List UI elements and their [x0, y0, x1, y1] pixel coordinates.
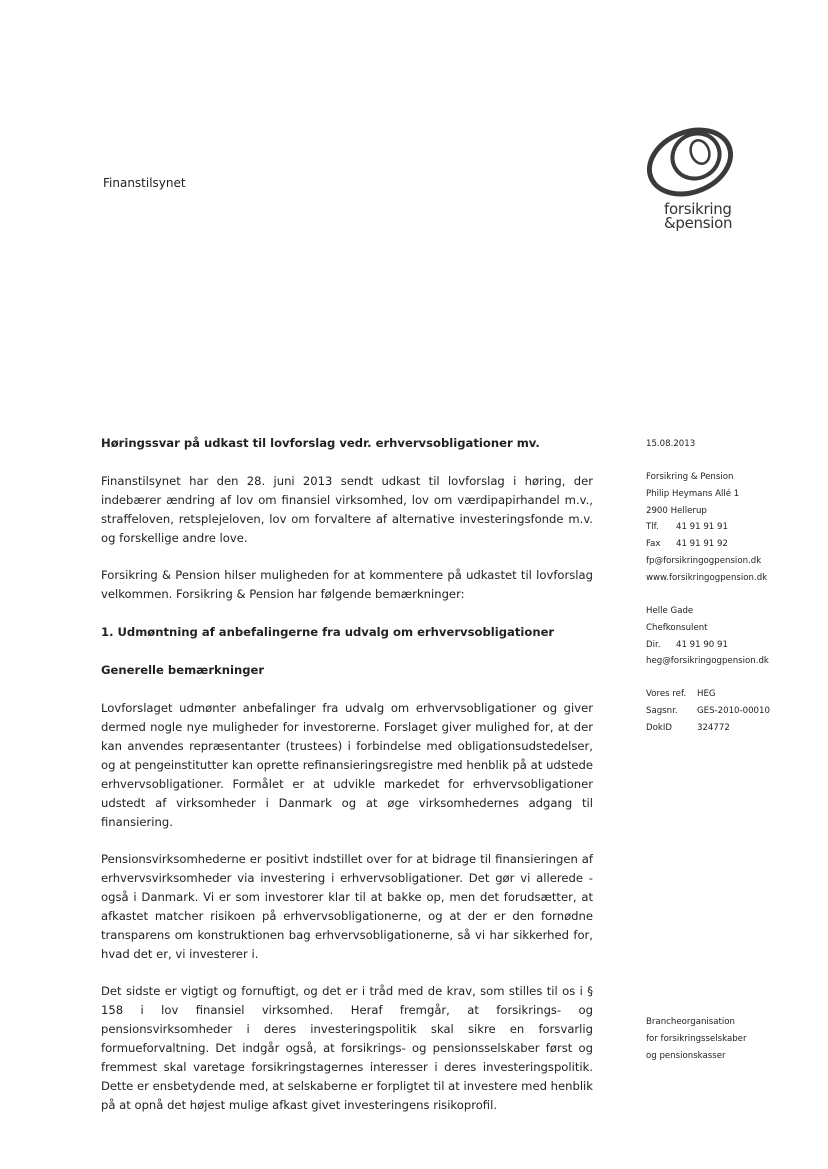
body-paragraph-3: Det sidste er vigtigt og fornuftigt, og det er i tråd med de krav, som stilles til os i § 158 i lov finansiel virksomhed. Heraf fremgår, at forsikrings- og pensionsvirksomheder i deres investeringspolitik skal sikre en forsvarlig formueforvaltning. Det indgår også, at forsikrings- og pensionsselskaber først og fremmest skal varetage forsikringstagernes interesser i deres investeringspolitik. Dette er ensbetydende med, at selskaberne er forpligtet til at investere med henblik på at opnå det højest mulige afkast givet investeringens risikoprofil. — [101, 984, 593, 1112]
fax-value: 41 91 91 92 — [676, 539, 728, 550]
case-number-value: GES-2010-00010 — [697, 705, 770, 716]
contact-email[interactable]: heg@forsikringogpension.dk — [646, 656, 769, 667]
doc-id-value: 324772 — [697, 722, 730, 733]
letter-body — [101, 434, 593, 1115]
sender-block — [646, 469, 767, 587]
company-logo — [640, 122, 750, 237]
contact-direct-row — [646, 637, 769, 654]
footer-line-3: og pensionskasser — [646, 1050, 726, 1061]
sender-name: Forsikring & Pension — [646, 472, 734, 482]
phone-label: Tlf. — [646, 522, 659, 533]
intro-paragraph-2: Forsikring & Pension hilser muligheden for at kommentere på udkastet til lovforslag velkommen. Forsikring & Pension har følgende bemærkninger: — [101, 568, 593, 601]
contact-role: Chefkonsulent — [646, 622, 708, 633]
logo-line-2: &pension — [664, 214, 733, 232]
logo-line-1: forsikring — [664, 200, 732, 218]
direct-value: 41 91 90 91 — [676, 639, 728, 650]
letter-title: Høringssvar på udkast til lovforslag vedr. erhvervsobligationer mv. — [101, 436, 540, 450]
letter-date: 15.08.2013 — [646, 439, 696, 449]
logo-wordmark — [664, 202, 732, 230]
body-paragraph-1: Lovforslaget udmønter anbefalinger fra udvalg om erhvervsobligationer og giver dermed nogle nye muligheder for investorerne. Forslaget giver mulighed for, at der kan anvendes repræsentanter (trustees) i forbindelse med obligationsudstedelser, og at pengeinstitutter kan oprette refinansieringsregistre med henblik på at udstede erhvervsobligationer. Formålet er at udvikle markedet for erhvervsobligationer udstedt af virksomheder i Danmark og at øge virksomhedernes adgang til finansiering. — [101, 701, 593, 829]
logo-swirl-icon — [640, 122, 750, 200]
contact-name: Helle Gade — [646, 606, 694, 616]
sender-phone-row — [646, 519, 767, 536]
our-ref-label: Vores ref. — [646, 689, 687, 699]
sender-address: Philip Heymans Allé 1 — [646, 488, 740, 499]
contact-block — [646, 603, 769, 670]
sender-website[interactable]: www.forsikringogpension.dk — [646, 572, 768, 583]
doc-id-label: DokID — [646, 722, 673, 733]
fax-label: Fax — [646, 539, 661, 550]
recipient: Finanstilsynet — [103, 176, 186, 190]
section-heading: 1. Udmøntning af anbefalingerne fra udvalg om erhvervsobligationer — [101, 625, 555, 639]
intro-paragraph-1: Finanstilsynet har den 28. juni 2013 sendt udkast til lovforslag i høring, der indebærer ændring af lov om finansiel virksomhed, lov om værdipapirhandel m.v., straffeloven, retsplejeloven, lov om forvaltere af alternative investeringsfonde m.v. og forskellige andre love. — [101, 474, 593, 545]
footer-block — [646, 1014, 747, 1064]
sender-fax-row — [646, 536, 767, 553]
our-ref-value: HEG — [697, 689, 716, 699]
our-ref-row — [646, 686, 770, 703]
direct-label: Dir. — [646, 639, 661, 650]
phone-value: 41 91 91 91 — [676, 522, 728, 533]
sender-city: 2900 Hellerup — [646, 505, 707, 516]
case-number-label: Sagsnr. — [646, 705, 678, 716]
doc-id-row — [646, 720, 770, 737]
footer-line-2: for forsikringsselskaber — [646, 1033, 747, 1044]
body-paragraph-2: Pensionsvirksomhederne er positivt indstillet over for at bidrage til finansieringen af erhvervsvirksomheder via investering i erhvervsobligationer. Det gør vi allerede - også i Danmark. Vi er som investorer klar til at bakke op, men det forudsætter, at afkastet matcher risikoen på erhvervsobligationerne, og at der er den fornødne transparens om konstruktionen bag erhvervsobligationerne, så vi har sikkerhed for, hvad det er, vi investerer i. — [101, 852, 593, 961]
case-number-row — [646, 703, 770, 720]
footer-line-1: Brancheorganisation — [646, 1017, 736, 1027]
sender-email[interactable]: fp@forsikringogpension.dk — [646, 555, 762, 566]
reference-block — [646, 686, 770, 736]
subheading: Generelle bemærkninger — [101, 663, 265, 677]
